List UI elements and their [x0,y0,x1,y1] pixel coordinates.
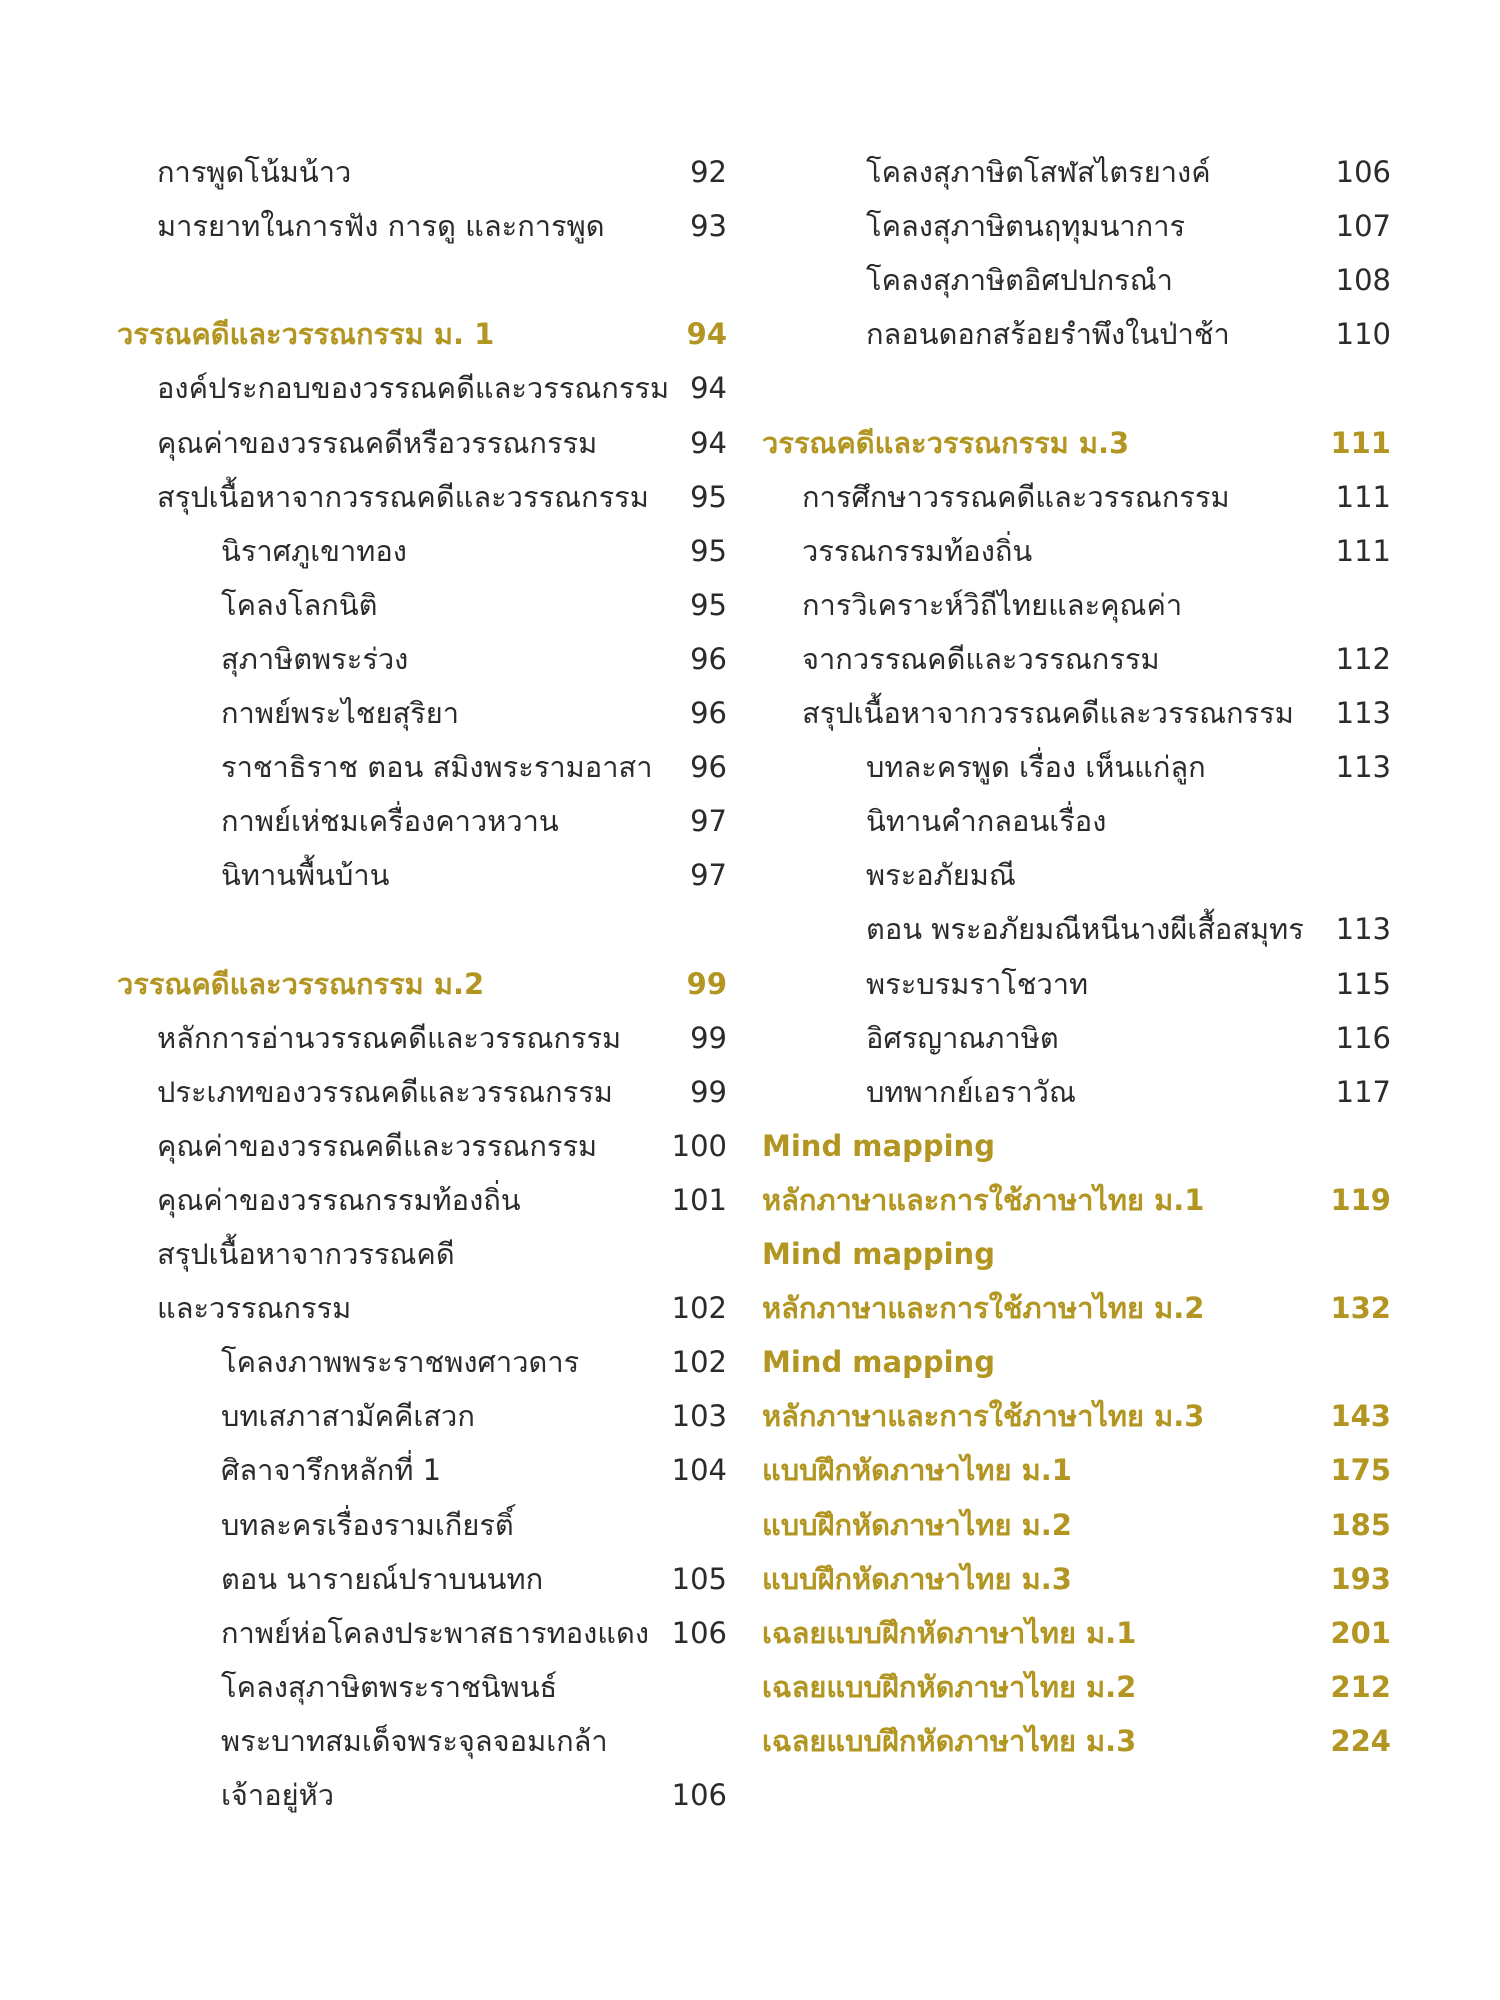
toc-entry-title: โคลงสุภาษิตอิศปปกรณำ [866,263,1173,298]
toc-entry-title: เฉลยแบบฝึกหัดภาษาไทย ม.2 [762,1669,1137,1704]
toc-entry[interactable] [117,686,727,740]
toc-entry[interactable] [117,1281,727,1335]
toc-entry[interactable] [117,1335,727,1389]
toc-entry[interactable] [762,957,1391,1011]
toc-entry-title: นิทานพื้นบ้าน [221,858,390,893]
toc-page-number: 143 [1330,1399,1391,1434]
toc-page-number: 117 [1335,1074,1391,1109]
toc-entry-title: วรรณคดีและวรรณกรรม ม.2 [117,966,485,1001]
toc-entry[interactable] [117,1606,727,1660]
toc-page-number: 96 [690,641,727,676]
toc-entry[interactable] [762,902,1391,956]
toc-entry[interactable] [762,632,1391,686]
toc-page-number: 99 [686,966,727,1001]
toc-entry-title: วรรณคดีและวรรณกรรม ม. 1 [117,317,495,352]
toc-entry-title: อิศรญาณภาษิต [866,1020,1059,1055]
toc-entry[interactable] [117,1498,727,1552]
toc-page-number: 103 [671,1399,727,1434]
toc-entry[interactable] [117,361,727,415]
toc-entry[interactable] [117,1227,727,1281]
toc-entry[interactable] [117,470,727,524]
toc-entry-title: นิทานคำกลอนเรื่อง [866,804,1107,839]
toc-page-number: 101 [671,1182,727,1217]
toc-entry[interactable] [762,794,1391,848]
toc-page-number: 97 [690,858,727,893]
toc-entry-title: ศิลาจารึกหลักที่ 1 [221,1453,442,1488]
toc-page-number: 193 [1330,1561,1391,1596]
toc-section-heading[interactable] [762,1443,1391,1497]
toc-entry[interactable] [117,1065,727,1119]
toc-page-number: 94 [686,317,727,352]
toc-page-number: 175 [1330,1453,1391,1488]
toc-entry[interactable] [762,199,1391,253]
toc-entry-title: กลอนดอกสร้อยรำพึงในป่าช้า [866,317,1230,352]
toc-page-number: 93 [690,209,727,244]
toc-entry[interactable] [117,1173,727,1227]
toc-entry[interactable] [762,470,1391,524]
toc-entry-title: มารยาทในการฟัง การดู และการพูด [157,209,605,244]
toc-entry[interactable] [117,1552,727,1606]
toc-entry[interactable] [117,1119,727,1173]
toc-entry[interactable] [117,1768,727,1822]
toc-page-number: 132 [1330,1291,1391,1326]
toc-entry[interactable] [762,1065,1391,1119]
toc-section-heading[interactable] [762,1606,1391,1660]
toc-section-heading[interactable] [762,1660,1391,1714]
toc-page-number: 104 [671,1453,727,1488]
toc-page-number: 106 [671,1778,727,1812]
toc-entry-title: โคลงสุภาษิตโสฬสไตรยางค์ [866,155,1211,189]
toc-entry-title: Mind mapping [762,1237,995,1271]
toc-entry-title: Mind mapping [762,1345,995,1380]
toc-page-number: 107 [1335,209,1391,244]
toc-page-number: 95 [690,587,727,622]
toc-page-number: 95 [690,533,727,568]
toc-entry-title: โคลงภาพพระราชพงศาวดาร [221,1345,580,1380]
toc-entry[interactable] [117,1011,727,1065]
toc-entry-title: การศึกษาวรรณคดีและวรรณกรรม [802,479,1230,514]
toc-entry[interactable] [117,1660,727,1714]
toc-page-number: 99 [690,1020,727,1055]
toc-entry-title: องค์ประกอบของวรรณคดีและวรรณกรรม [157,371,670,406]
toc-page-number: 108 [1335,263,1391,298]
toc-page-number: 212 [1330,1669,1391,1704]
toc-entry[interactable] [762,686,1391,740]
toc-entry-title: โคลงสุภาษิตพระราชนิพนธ์ [221,1669,558,1704]
toc-entry-title: ตอน นารายณ์ปราบนนทก [221,1561,544,1596]
toc-entry-title: คุณค่าของวรรณคดีและวรรณกรรม [157,1128,598,1163]
toc-entry[interactable] [762,524,1391,578]
toc-entry[interactable] [117,1443,727,1497]
toc-entry-title: หลักภาษาและการใช้ภาษาไทย ม.2 [762,1291,1205,1326]
toc-entry-title: แบบฝึกหัดภาษาไทย ม.1 [762,1453,1072,1488]
toc-entry[interactable] [762,307,1391,361]
toc-entry-title: เฉลยแบบฝึกหัดภาษาไทย ม.3 [762,1723,1137,1758]
toc-section-heading[interactable] [762,1335,1391,1389]
toc-entry[interactable] [117,848,727,902]
toc-page-number: 97 [690,804,727,839]
toc-entry[interactable] [117,794,727,848]
toc-page-number: 99 [690,1074,727,1109]
toc-section-heading[interactable] [762,1552,1391,1606]
toc-page-number: 112 [1335,641,1391,676]
toc-entry-title: สุภาษิตพระร่วง [221,641,409,676]
toc-entry-title: หลักการอ่านวรรณคดีและวรรณกรรม [157,1020,622,1055]
toc-page-number: 113 [1335,912,1391,947]
toc-entry[interactable] [762,145,1391,199]
toc-entry-title: ตอน พระอภัยมณีหนีนางผีเสื้อสมุทร [866,912,1304,947]
toc-entry-title: เจ้าอยู่หัว [221,1778,334,1812]
toc-section-heading[interactable] [762,416,1391,470]
toc-page-number: 119 [1330,1182,1391,1217]
toc-section-heading[interactable] [762,1389,1391,1443]
toc-entry-title: โคลงสุภาษิตนฤทุมนาการ [866,209,1186,244]
toc-entry-title: กาพย์เห่ชมเครื่องคาวหวาน [221,804,559,839]
toc-entry-title: บทละครเรื่องรามเกียรติ์ [221,1507,514,1542]
toc-entry[interactable] [117,145,727,199]
toc-entry[interactable] [117,524,727,578]
toc-page-number: 224 [1330,1723,1391,1758]
toc-entry[interactable] [762,253,1391,307]
toc-entry-title: เฉลยแบบฝึกหัดภาษาไทย ม.1 [762,1615,1137,1650]
toc-page-number: 111 [1335,479,1391,514]
toc-page-number: 201 [1330,1615,1391,1650]
toc-page-number: 100 [671,1128,727,1163]
toc-entry-title: การพูดโน้มน้าว [157,155,352,189]
toc-entry-title: สรุปเนื้อหาจากวรรณคดี [157,1237,455,1271]
toc-entry-title: คุณค่าของวรรณกรรมท้องถิ่น [157,1182,521,1217]
toc-entry[interactable] [762,578,1391,632]
toc-entry-title: ประเภทของวรรณคดีและวรรณกรรม [157,1074,613,1109]
toc-page-number: 185 [1330,1507,1391,1542]
toc-page-number: 106 [1335,155,1391,189]
toc-entry[interactable] [117,1389,727,1443]
toc-entry-title: บทละครพูด เรื่อง เห็นแก่ลูก [866,750,1206,785]
toc-entry-title: ราชาธิราช ตอน สมิงพระรามอาสา [221,750,653,785]
toc-entry-title: Mind mapping [762,1128,995,1163]
toc-page-number: 111 [1330,425,1391,460]
toc-page-number: 105 [671,1561,727,1596]
toc-page-number: 113 [1335,696,1391,730]
toc-page-number: 94 [690,425,727,460]
toc-entry-title: พระอภัยมณี [866,858,1016,893]
toc-entry-title: กาพย์ห่อโคลงประพาสธารทองแดง [221,1615,649,1650]
toc-section-heading[interactable] [762,1281,1391,1335]
toc-entry-title: หลักภาษาและการใช้ภาษาไทย ม.1 [762,1182,1205,1217]
toc-entry-title: คุณค่าของวรรณคดีหรือวรรณกรรม [157,425,598,460]
toc-section-heading[interactable] [762,1119,1391,1173]
toc-entry-title: วรรณกรรมท้องถิ่น [802,533,1033,568]
toc-entry[interactable] [117,1714,727,1768]
toc-entry[interactable] [117,416,727,470]
toc-entry-title: และวรรณกรรม [157,1291,352,1326]
toc-entry-title: แบบฝึกหัดภาษาไทย ม.2 [762,1507,1072,1542]
toc-entry-title: สรุปเนื้อหาจากวรรณคดีและวรรณกรรม [802,696,1294,730]
toc-entry-title: พระบาทสมเด็จพระจุลจอมเกล้า [221,1723,608,1758]
toc-page-number: 113 [1335,750,1391,785]
toc-entry[interactable] [117,632,727,686]
toc-page-number: 115 [1335,966,1391,1001]
toc-page-number: 102 [671,1345,727,1380]
toc-page-number: 92 [690,155,727,189]
toc-entry-title: พระบรมราโชวาท [866,966,1089,1001]
toc-page-number: 110 [1335,317,1391,352]
toc-section-heading[interactable] [762,1227,1391,1281]
toc-page-number: 96 [690,696,727,730]
toc-page-number: 94 [690,371,727,406]
toc-entry-title: นิราศภูเขาทอง [221,533,407,568]
toc-section-heading[interactable] [762,1173,1391,1227]
toc-entry[interactable] [762,848,1391,902]
toc-section-heading[interactable] [762,1498,1391,1552]
toc-entry-title: บทพากย์เอราวัณ [866,1074,1076,1109]
toc-page-number: 96 [690,750,727,785]
toc-page-number: 95 [690,479,727,514]
toc-entry[interactable] [117,199,727,253]
toc-section-heading[interactable] [117,307,727,361]
toc-entry-title: แบบฝึกหัดภาษาไทย ม.3 [762,1561,1072,1596]
toc-entry-title: หลักภาษาและการใช้ภาษาไทย ม.3 [762,1399,1205,1434]
toc-entry-title: การวิเคราะห์วิถีไทยและคุณค่า [802,587,1183,622]
toc-entry[interactable] [762,1011,1391,1065]
toc-entry-title: วรรณคดีและวรรณกรรม ม.3 [762,425,1130,460]
toc-entry[interactable] [117,740,727,794]
toc-section-heading[interactable] [762,1714,1391,1768]
toc-entry-title: กาพย์พระไชยสุริยา [221,696,460,730]
toc-entry[interactable] [762,740,1391,794]
toc-page-number: 102 [671,1291,727,1326]
toc-entry[interactable] [117,578,727,632]
toc-section-heading[interactable] [117,957,727,1011]
toc-entry-title: สรุปเนื้อหาจากวรรณคดีและวรรณกรรม [157,479,649,514]
toc-page-number: 116 [1335,1020,1391,1055]
toc-entry-title: บทเสภาสามัคคีเสวก [221,1399,475,1434]
toc-entry-title: โคลงโลกนิติ [221,587,378,622]
toc-page-number: 106 [671,1615,727,1650]
toc-page-number: 111 [1335,533,1391,568]
toc-entry-title: จากวรรณคดีและวรรณกรรม [802,641,1160,676]
